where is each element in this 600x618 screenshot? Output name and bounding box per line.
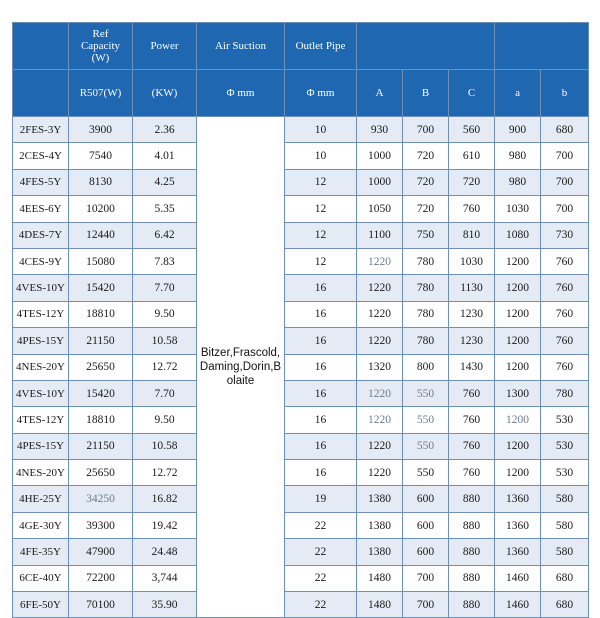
cell-c: 760 — [449, 407, 495, 433]
table-row — [13, 222, 589, 248]
cell-b: 720 — [403, 143, 449, 169]
cell-b: 730 — [541, 222, 589, 248]
cell-outlet: 22 — [285, 512, 357, 538]
cell-a: 1220 — [357, 328, 403, 354]
cell-c: 1430 — [449, 354, 495, 380]
cell-b: 680 — [541, 565, 589, 591]
cell-b: 530 — [541, 460, 589, 486]
cell-power: 7.70 — [133, 275, 197, 301]
cell-outlet: 22 — [285, 539, 357, 565]
cell-power: 4.01 — [133, 143, 197, 169]
cell-b: 600 — [403, 539, 449, 565]
table-row — [13, 328, 589, 354]
header-outlet-pipe: Outlet Pipe — [285, 23, 357, 70]
cell-a: 1220 — [357, 248, 403, 274]
cell-a: 1220 — [357, 275, 403, 301]
cell-model: 4FE-35Y — [13, 539, 69, 565]
cell-b: 760 — [541, 354, 589, 380]
table-row — [13, 460, 589, 486]
air-suction-brands-cell — [197, 117, 285, 618]
cell-a: 1460 — [495, 565, 541, 591]
cell-model: 4TES-12Y — [13, 407, 69, 433]
cell-b: 700 — [541, 196, 589, 222]
cell-c: 560 — [449, 117, 495, 143]
table-row — [13, 565, 589, 591]
table-row — [13, 539, 589, 565]
cell-capacity: 25650 — [69, 354, 133, 380]
cell-a: 1000 — [357, 143, 403, 169]
cell-a: 930 — [357, 117, 403, 143]
cell-capacity: 70100 — [69, 592, 133, 618]
cell-c: 760 — [449, 380, 495, 406]
cell-c: 760 — [449, 433, 495, 459]
cell-a: 1220 — [357, 407, 403, 433]
cell-c: 880 — [449, 565, 495, 591]
cell-b: 780 — [403, 301, 449, 327]
cell-power: 2.36 — [133, 117, 197, 143]
cell-a: 1200 — [495, 460, 541, 486]
table-row — [13, 407, 589, 433]
cell-b: 780 — [403, 328, 449, 354]
cell-b: 800 — [403, 354, 449, 380]
cell-c: 1230 — [449, 328, 495, 354]
cell-a: 1360 — [495, 512, 541, 538]
cell-b: 700 — [403, 592, 449, 618]
header-col-A: A — [357, 70, 403, 117]
cell-a: 1360 — [495, 539, 541, 565]
cell-b: 680 — [541, 592, 589, 618]
cell-b: 750 — [403, 222, 449, 248]
header-col-a: a — [495, 70, 541, 117]
cell-a: 980 — [495, 169, 541, 195]
cell-capacity: 7540 — [69, 143, 133, 169]
cell-power: 24.48 — [133, 539, 197, 565]
cell-model: 4EES-6Y — [13, 196, 69, 222]
cell-model: 4PES-15Y — [13, 433, 69, 459]
cell-outlet: 16 — [285, 380, 357, 406]
header-row-2 — [13, 70, 589, 117]
cell-model: 4FES-5Y — [13, 169, 69, 195]
cell-a: 1200 — [495, 354, 541, 380]
cell-a: 1200 — [495, 328, 541, 354]
cell-a: 1360 — [495, 486, 541, 512]
cell-c: 880 — [449, 512, 495, 538]
cell-model: 4NES-20Y — [13, 354, 69, 380]
cell-a: 1200 — [495, 275, 541, 301]
cell-outlet: 16 — [285, 433, 357, 459]
cell-b: 780 — [403, 275, 449, 301]
cell-a: 1220 — [357, 460, 403, 486]
cell-b: 580 — [541, 512, 589, 538]
cell-model: 4PES-15Y — [13, 328, 69, 354]
cell-model: 6CE-40Y — [13, 565, 69, 591]
table-row — [13, 433, 589, 459]
cell-power: 7.83 — [133, 248, 197, 274]
cell-b: 680 — [541, 117, 589, 143]
header-ref-unit: R507(W) — [69, 70, 133, 117]
cell-c: 760 — [449, 196, 495, 222]
cell-power: 9.50 — [133, 407, 197, 433]
cell-b: 780 — [541, 380, 589, 406]
cell-b: 600 — [403, 512, 449, 538]
cell-model: 4HE-25Y — [13, 486, 69, 512]
cell-outlet: 16 — [285, 301, 357, 327]
cell-a: 1220 — [357, 301, 403, 327]
cell-model: 4DES-7Y — [13, 222, 69, 248]
cell-model: 4GE-30Y — [13, 512, 69, 538]
cell-power: 7.70 — [133, 380, 197, 406]
cell-a: 1200 — [495, 433, 541, 459]
cell-power: 4.25 — [133, 169, 197, 195]
header-model-blank — [13, 23, 69, 70]
cell-a: 1030 — [495, 196, 541, 222]
cell-a: 1220 — [357, 380, 403, 406]
cell-capacity: 15080 — [69, 248, 133, 274]
table-row — [13, 592, 589, 618]
cell-outlet: 10 — [285, 117, 357, 143]
cell-c: 1030 — [449, 248, 495, 274]
cell-outlet: 12 — [285, 169, 357, 195]
cell-c: 760 — [449, 460, 495, 486]
cell-model: 2FES-3Y — [13, 117, 69, 143]
header-row-1 — [13, 23, 589, 70]
cell-a: 1000 — [357, 169, 403, 195]
table-row — [13, 512, 589, 538]
cell-a: 1220 — [357, 433, 403, 459]
cell-b: 760 — [541, 328, 589, 354]
cell-outlet: 16 — [285, 328, 357, 354]
cell-b: 600 — [403, 486, 449, 512]
table-row — [13, 380, 589, 406]
table-row — [13, 275, 589, 301]
cell-outlet: 16 — [285, 354, 357, 380]
header-suction-unit: Φ mm — [197, 70, 285, 117]
cell-a: 1380 — [357, 486, 403, 512]
table-row — [13, 248, 589, 274]
cell-b: 760 — [541, 301, 589, 327]
cell-outlet: 12 — [285, 196, 357, 222]
cell-b: 760 — [541, 275, 589, 301]
table-row — [13, 486, 589, 512]
air-suction-brands-text: Bitzer,Frascold, Daming,Dorin,B olaite — [199, 347, 282, 388]
cell-a: 1380 — [357, 512, 403, 538]
cell-power: 12.72 — [133, 354, 197, 380]
cell-a: 1380 — [357, 539, 403, 565]
header-dimension-group-1 — [357, 23, 495, 70]
cell-model: 4CES-9Y — [13, 248, 69, 274]
cell-b: 530 — [541, 433, 589, 459]
cell-c: 810 — [449, 222, 495, 248]
cell-power: 19.42 — [133, 512, 197, 538]
cell-c: 1130 — [449, 275, 495, 301]
cell-b: 580 — [541, 539, 589, 565]
cell-c: 610 — [449, 143, 495, 169]
cell-capacity: 12440 — [69, 222, 133, 248]
cell-b: 700 — [541, 169, 589, 195]
cell-a: 1480 — [357, 592, 403, 618]
cell-a: 1200 — [495, 248, 541, 274]
cell-power: 35.90 — [133, 592, 197, 618]
table-row — [13, 143, 589, 169]
cell-c: 720 — [449, 169, 495, 195]
cell-b: 550 — [403, 407, 449, 433]
header-ref-capacity: Ref Capacity (W) — [69, 23, 133, 70]
cell-c: 880 — [449, 592, 495, 618]
cell-b: 580 — [541, 486, 589, 512]
cell-capacity: 21150 — [69, 328, 133, 354]
cell-outlet: 10 — [285, 143, 357, 169]
cell-power: 12.72 — [133, 460, 197, 486]
cell-b: 530 — [541, 407, 589, 433]
spec-table-body — [13, 117, 589, 618]
cell-capacity: 10200 — [69, 196, 133, 222]
table-row — [13, 354, 589, 380]
cell-b: 720 — [403, 169, 449, 195]
cell-power: 6.42 — [133, 222, 197, 248]
cell-outlet: 12 — [285, 222, 357, 248]
cell-model: 2CES-4Y — [13, 143, 69, 169]
header-col-b: b — [541, 70, 589, 117]
header-power-unit: (KW) — [133, 70, 197, 117]
cell-capacity: 8130 — [69, 169, 133, 195]
header-col-C: C — [449, 70, 495, 117]
condensing-unit-spec-table — [12, 22, 589, 618]
header-col-B: B — [403, 70, 449, 117]
cell-capacity: 25650 — [69, 460, 133, 486]
cell-c: 1230 — [449, 301, 495, 327]
cell-outlet: 22 — [285, 592, 357, 618]
table-row — [13, 301, 589, 327]
cell-model: 4VES-10Y — [13, 275, 69, 301]
header-dimension-group-2 — [495, 23, 589, 70]
cell-capacity: 18810 — [69, 407, 133, 433]
header-air-suction: Air Suction — [197, 23, 285, 70]
cell-model: 4VES-10Y — [13, 380, 69, 406]
header-model-blank-2 — [13, 70, 69, 117]
cell-power: 10.58 — [133, 328, 197, 354]
cell-outlet: 22 — [285, 565, 357, 591]
cell-a: 980 — [495, 143, 541, 169]
cell-a: 1200 — [495, 407, 541, 433]
cell-capacity: 15420 — [69, 275, 133, 301]
cell-power: 3,744 — [133, 565, 197, 591]
cell-power: 5.35 — [133, 196, 197, 222]
cell-a: 1050 — [357, 196, 403, 222]
cell-capacity: 18810 — [69, 301, 133, 327]
header-power: Power — [133, 23, 197, 70]
cell-model: 4TES-12Y — [13, 301, 69, 327]
cell-b: 550 — [403, 460, 449, 486]
cell-capacity: 72200 — [69, 565, 133, 591]
cell-a: 1200 — [495, 301, 541, 327]
cell-power: 9.50 — [133, 301, 197, 327]
cell-outlet: 16 — [285, 275, 357, 301]
cell-capacity: 39300 — [69, 512, 133, 538]
header-outlet-unit: Φ mm — [285, 70, 357, 117]
cell-b: 550 — [403, 380, 449, 406]
cell-outlet: 19 — [285, 486, 357, 512]
cell-capacity: 34250 — [69, 486, 133, 512]
cell-power: 16.82 — [133, 486, 197, 512]
cell-capacity: 3900 — [69, 117, 133, 143]
cell-c: 880 — [449, 539, 495, 565]
cell-a: 1300 — [495, 380, 541, 406]
cell-b: 700 — [403, 565, 449, 591]
cell-model: 4NES-20Y — [13, 460, 69, 486]
cell-outlet: 12 — [285, 248, 357, 274]
table-row — [13, 196, 589, 222]
cell-capacity: 15420 — [69, 380, 133, 406]
cell-a: 900 — [495, 117, 541, 143]
cell-b: 550 — [403, 433, 449, 459]
cell-a: 1080 — [495, 222, 541, 248]
cell-b: 700 — [541, 143, 589, 169]
cell-b: 720 — [403, 196, 449, 222]
cell-a: 1460 — [495, 592, 541, 618]
cell-b: 780 — [403, 248, 449, 274]
cell-model: 6FE-50Y — [13, 592, 69, 618]
cell-a: 1480 — [357, 565, 403, 591]
cell-a: 1320 — [357, 354, 403, 380]
cell-a: 1100 — [357, 222, 403, 248]
cell-b: 700 — [403, 117, 449, 143]
cell-capacity: 47900 — [69, 539, 133, 565]
table-row — [13, 117, 589, 143]
cell-c: 880 — [449, 486, 495, 512]
cell-b: 760 — [541, 248, 589, 274]
table-row — [13, 169, 589, 195]
cell-outlet: 16 — [285, 460, 357, 486]
cell-power: 10.58 — [133, 433, 197, 459]
cell-capacity: 21150 — [69, 433, 133, 459]
spec-table-container — [12, 22, 588, 618]
cell-outlet: 16 — [285, 407, 357, 433]
